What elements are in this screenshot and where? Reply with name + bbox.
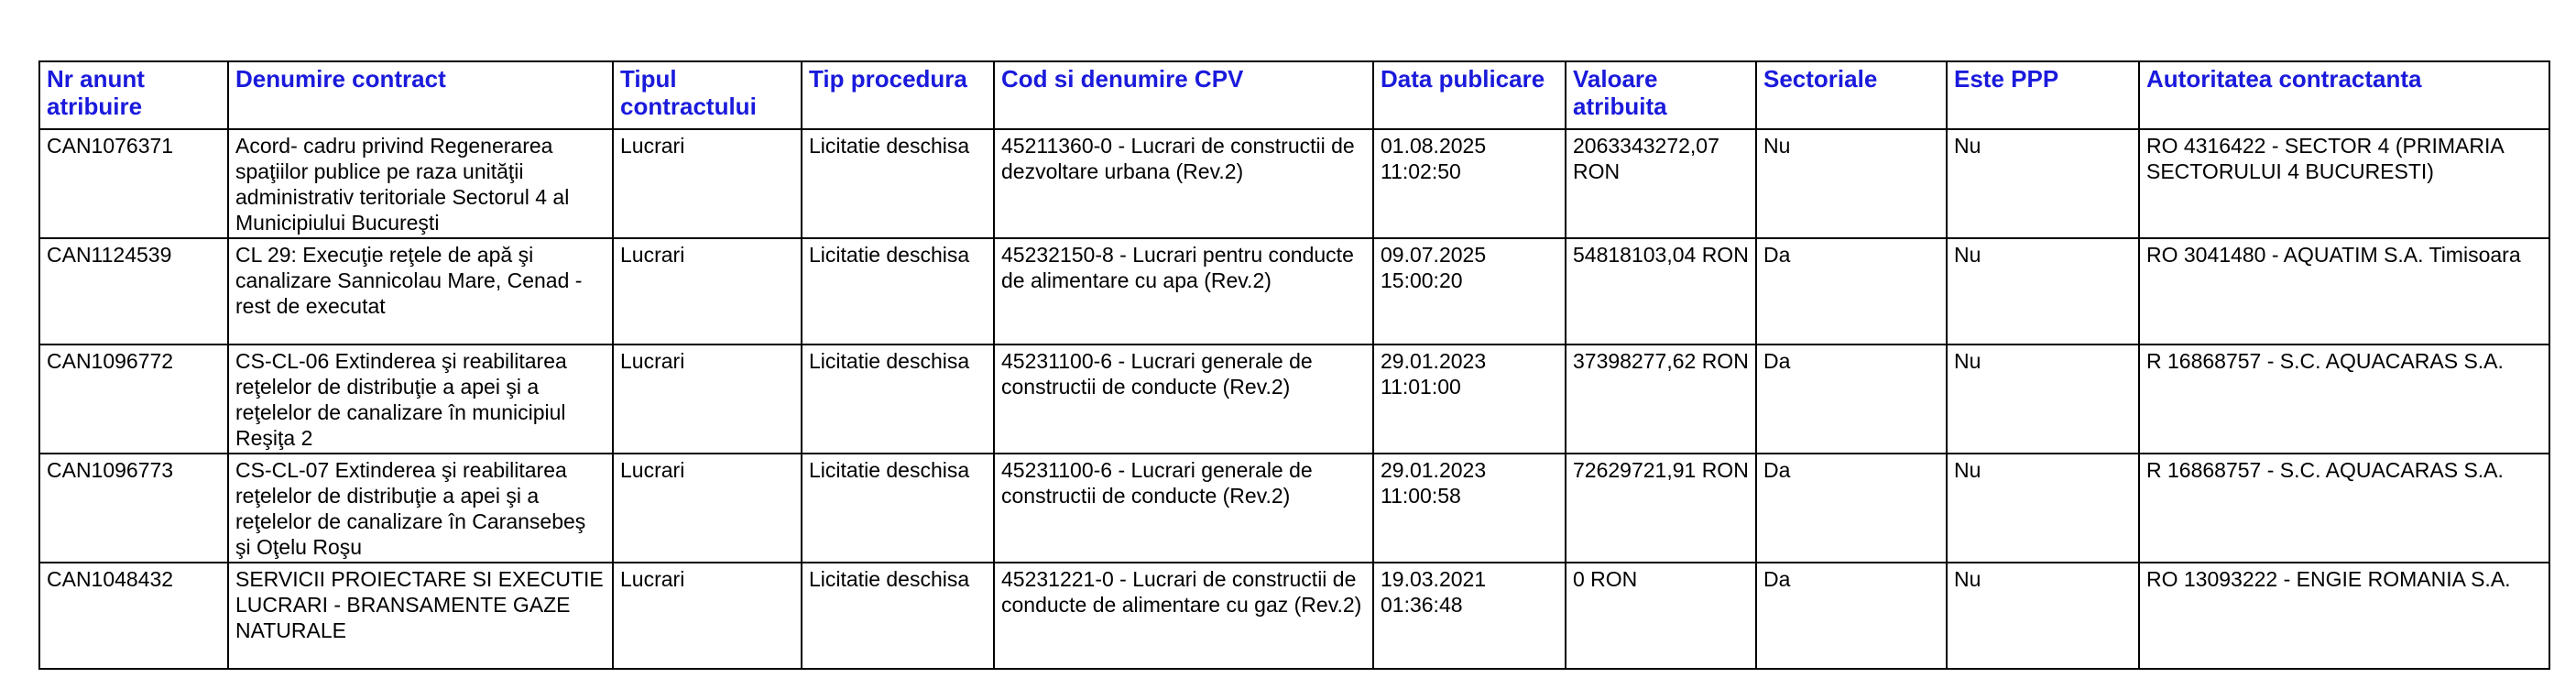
header-row [39,61,2549,129]
column-header-tipul-contractului: Tipul contractului [613,61,802,129]
cell-autoritatea-contractanta: RO 13093222 - ENGIE ROMANIA S.A. [2139,563,2549,669]
column-header-cod-cpv: Cod si denumire CPV [994,61,1373,129]
cell-este-ppp: Nu [1947,129,2139,238]
column-header-data-publicare: Data publicare [1373,61,1566,129]
cell-sectoriale: Da [1756,563,1947,669]
cell-denumire-contract: CS-CL-06 Extinderea şi reabilitarea reţelelor de distribuţie a apei şi a reţelelor de canalizare în municipiul Reşiţa 2 [228,344,613,454]
cell-tipul-contractului: Lucrari [613,344,802,454]
cell-nr-anunt: CAN1048432 [39,563,228,669]
cell-sectoriale: Da [1756,454,1947,563]
cell-denumire-contract: SERVICII PROIECTARE SI EXECUTIE LUCRARI - BRANSAMENTE GAZE NATURALE [228,563,613,669]
cell-cod-cpv: 45231221-0 - Lucrari de constructii de conducte de alimentare cu gaz (Rev.2) [994,563,1373,669]
cell-tipul-contractului: Lucrari [613,238,802,344]
cell-nr-anunt: CAN1124539 [39,238,228,344]
cell-autoritatea-contractanta: RO 3041480 - AQUATIM S.A. Timisoara [2139,238,2549,344]
cell-este-ppp: Nu [1947,344,2139,454]
contracts-table [38,60,2550,670]
table-row [39,129,2549,238]
cell-cod-cpv: 45211360-0 - Lucrari de constructii de dezvoltare urbana (Rev.2) [994,129,1373,238]
cell-este-ppp: Nu [1947,238,2139,344]
column-header-valoare-atribuita: Valoare atribuita [1566,61,1756,129]
column-header-denumire-contract: Denumire contract [228,61,613,129]
cell-tipul-contractului: Lucrari [613,129,802,238]
cell-data-publicare: 29.01.2023 11:01:00 [1373,344,1566,454]
cell-este-ppp: Nu [1947,454,2139,563]
cell-valoare-atribuita: 72629721,91 RON [1566,454,1756,563]
column-header-sectoriale: Sectoriale [1756,61,1947,129]
cell-tip-procedura: Licitatie deschisa [802,563,994,669]
cell-denumire-contract: CL 29: Execuţie reţele de apă şi canalizare Sannicolau Mare, Cenad - rest de executat [228,238,613,344]
table-row [39,454,2549,563]
cell-denumire-contract: Acord- cadru privind Regenerarea spaţiilor publice pe raza unităţii administrativ teritoriale Sectorul 4 al Municipiului Bucureşti [228,129,613,238]
cell-autoritatea-contractanta: R 16868757 - S.C. AQUACARAS S.A. [2139,344,2549,454]
table-row [39,238,2549,344]
cell-autoritatea-contractanta: RO 4316422 - SECTOR 4 (PRIMARIA SECTORULUI 4 BUCURESTI) [2139,129,2549,238]
column-header-este-ppp: Este PPP [1947,61,2139,129]
cell-nr-anunt: CAN1096773 [39,454,228,563]
cell-cod-cpv: 45231100-6 - Lucrari generale de constructii de conducte (Rev.2) [994,454,1373,563]
cell-tip-procedura: Licitatie deschisa [802,454,994,563]
cell-cod-cpv: 45231100-6 - Lucrari generale de constructii de conducte (Rev.2) [994,344,1373,454]
cell-este-ppp: Nu [1947,563,2139,669]
contracts-table-container [38,60,2549,670]
cell-valoare-atribuita: 0 RON [1566,563,1756,669]
cell-autoritatea-contractanta: R 16868757 - S.C. AQUACARAS S.A. [2139,454,2549,563]
cell-data-publicare: 19.03.2021 01:36:48 [1373,563,1566,669]
cell-tip-procedura: Licitatie deschisa [802,344,994,454]
cell-sectoriale: Da [1756,344,1947,454]
cell-cod-cpv: 45232150-8 - Lucrari pentru conducte de alimentare cu apa (Rev.2) [994,238,1373,344]
table-row [39,563,2549,669]
cell-denumire-contract: CS-CL-07 Extinderea şi reabilitarea reţelelor de distribuţie a apei şi a reţelelor de canalizare în Caransebeş şi Oţelu Roşu [228,454,613,563]
cell-tip-procedura: Licitatie deschisa [802,238,994,344]
cell-valoare-atribuita: 2063343272,07 RON [1566,129,1756,238]
cell-valoare-atribuita: 37398277,62 RON [1566,344,1756,454]
cell-data-publicare: 01.08.2025 11:02:50 [1373,129,1566,238]
cell-data-publicare: 09.07.2025 15:00:20 [1373,238,1566,344]
cell-sectoriale: Da [1756,238,1947,344]
cell-tipul-contractului: Lucrari [613,454,802,563]
cell-nr-anunt: CAN1076371 [39,129,228,238]
column-header-tip-procedura: Tip procedura [802,61,994,129]
cell-tip-procedura: Licitatie deschisa [802,129,994,238]
cell-tipul-contractului: Lucrari [613,563,802,669]
cell-data-publicare: 29.01.2023 11:00:58 [1373,454,1566,563]
cell-valoare-atribuita: 54818103,04 RON [1566,238,1756,344]
table-row [39,344,2549,454]
column-header-autoritatea-contractanta: Autoritatea contractanta [2139,61,2549,129]
cell-nr-anunt: CAN1096772 [39,344,228,454]
cell-sectoriale: Nu [1756,129,1947,238]
column-header-nr-anunt: Nr anunt atribuire [39,61,228,129]
